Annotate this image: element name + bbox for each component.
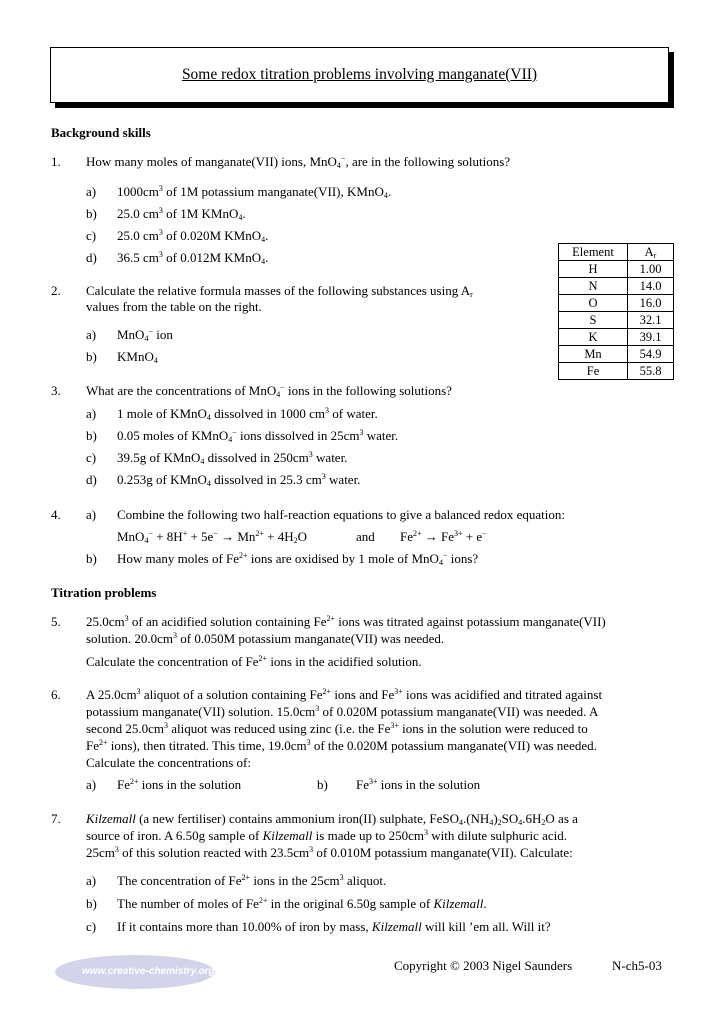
question-6-line-5: Calculate the concentrations of: — [86, 755, 251, 770]
q1-label-a: a) — [86, 184, 97, 199]
table-cell-element: O — [559, 295, 628, 312]
q7-part-b: The number of moles of $Fe^{2+}$ in the original 6.50g sample of Kilzemall. — [117, 896, 487, 911]
question-7-line-1: Kilzemall (a new fertiliser) contains ammonium iron(II) sulphate, $FeSO_4.(NH_4)_2SO_4.6H_2O$ as a — [86, 811, 578, 827]
question-5-line-3: Calculate the concentration of $Fe^{2+}$ ions in the acidified solution. — [86, 654, 422, 669]
q4-part-b: How many moles of $Fe^{2+}$ ions are oxidised by 1 mole of MnO$_4$− ions? — [117, 551, 479, 567]
section-heading-titration: Titration problems — [51, 585, 157, 600]
table-cell-element: K — [559, 329, 628, 346]
q2-part-b: KMnO$_4$ — [117, 349, 158, 365]
table-row — [559, 346, 674, 363]
question-6-line-2: potassium manganate(VII) solution. $15.0cm^3$ of 0.020M potassium manganate(VII) was needed. A — [86, 704, 599, 719]
q7-part-c: If it contains more than 10.00% of iron by mass, Kilzemall will kill ’em all. Will it? — [117, 919, 551, 934]
table-cell-element: S — [559, 312, 628, 329]
question-number-4: 4. — [51, 507, 61, 522]
question-2-line-1: Calculate the relative formula masses of the following substances using $A_r$ — [86, 283, 473, 299]
q3-label-b: b) — [86, 428, 97, 443]
q3-label-a: a) — [86, 406, 97, 421]
table-cell-element: H — [559, 261, 628, 278]
question-3-text: What are the concentrations of MnO$_4$− ions in the following solutions? — [86, 383, 452, 399]
q3-label-c: c) — [86, 450, 97, 465]
q4-half-equation-fe: $Fe^{2+} \to Fe^{3+} + e^-$ — [400, 529, 487, 544]
table-cell-ar: 14.0 — [628, 278, 674, 295]
q4-half-equation-mno4: $MnO_4^- + 8H^+ + 5e^- \to Mn^{2+} + 4H_2O$ — [117, 529, 308, 545]
table-row — [559, 329, 674, 346]
table-row — [559, 295, 674, 312]
question-2-line-2: values from the table on the right. — [86, 299, 262, 314]
table-row — [559, 261, 674, 278]
table-cell-element: N — [559, 278, 628, 295]
question-number-5: 5. — [51, 614, 61, 629]
q2-part-a: MnO$_4$− ion — [117, 327, 173, 343]
element-ar-table — [558, 243, 674, 380]
question-7-line-2: source of iron. A 6.50g sample of Kilzemall is made up to $250cm^3$ with dilute sulphuric acid. — [86, 828, 567, 843]
table-row — [559, 312, 674, 329]
q2-label-a: a) — [86, 327, 97, 342]
q1-part-a: $1000cm^3$ of 1M potassium manganate(VII), KMnO$_4$. — [117, 184, 392, 200]
question-5-line-2: solution. $20.0cm^3$ of 0.050M potassium manganate(VII) was needed. — [86, 631, 445, 646]
q4-label-b: b) — [86, 551, 97, 566]
q1-label-d: d) — [86, 250, 97, 265]
section-heading-background: Background skills — [51, 125, 151, 140]
question-number-2: 2. — [51, 283, 61, 298]
table-cell-ar: 39.1 — [628, 329, 674, 346]
q3-part-b: 0.05 moles of KMnO$_4$− ions dissolved in $25cm^3$ water. — [117, 428, 399, 444]
q3-part-c: 39.5g of KMnO$_4$ dissolved in $250cm^3$ water. — [117, 450, 348, 466]
question-6-line-1: A $25.0cm^3$ aliquot of a solution containing $Fe^{2+}$ ions and $Fe^{3+}$ ions was acidified and titrated against — [86, 687, 603, 702]
footer-code: N-ch5-03 — [612, 958, 662, 973]
q3-part-a: 1 mole of KMnO$_4$ dissolved in 1000 $cm^3$ of water. — [117, 406, 378, 422]
q3-label-d: d) — [86, 472, 97, 487]
question-number-7: 7. — [51, 811, 61, 826]
q6-part-a: $Fe^{2+}$ ions in the solution — [117, 777, 242, 792]
q6-label-a: a) — [86, 777, 97, 792]
table-cell-element: Fe — [559, 363, 628, 380]
question-7-line-3: $25cm^3$ of this solution reacted with $23.5cm^3$ of 0.010M potassium manganate(VII). Calculate: — [86, 845, 573, 860]
q4-and: and — [356, 529, 375, 544]
q1-part-b: 25.0 $cm^3$ of 1M KMnO$_4$. — [117, 206, 246, 222]
table-header-element: Element — [559, 244, 628, 261]
page-title: Some redox titration problems involving manganate(VII) — [181, 66, 538, 83]
q7-label-c: c) — [86, 919, 97, 934]
q4-part-a: Combine the following two half-reaction equations to give a balanced redox equation: — [117, 507, 566, 522]
q2-label-b: b) — [86, 349, 97, 364]
table-header-row — [559, 244, 674, 261]
question-6-line-3: second $25.0cm^3$ aliquot was reduced using zinc (i.e. the $Fe^{3+}$ ions in the solution were reduced to — [86, 721, 588, 736]
footer-copyright: Copyright © 2003 Nigel Saunders — [394, 958, 573, 973]
question-number-3: 3. — [51, 383, 61, 398]
q7-part-a: The concentration of $Fe^{2+}$ ions in the $25cm^3$ aliquot. — [117, 873, 387, 888]
q1-label-c: c) — [86, 228, 97, 243]
q1-part-c: 25.0 $cm^3$ of 0.020M KMnO$_4$. — [117, 228, 269, 244]
question-6-line-4: $Fe^{2+}$ ions), then titrated. This time, $19.0cm^3$ of the 0.020M potassium manganate(VII) was needed. — [86, 738, 597, 753]
q6-part-b: $Fe^{3+}$ ions in the solution — [356, 777, 481, 792]
logo-url-text: www.creative-chemistry.org.uk — [82, 966, 230, 977]
table-cell-ar: 16.0 — [628, 295, 674, 312]
q7-label-b: b) — [86, 896, 97, 911]
question-number-6: 6. — [51, 687, 61, 702]
table-row — [559, 363, 674, 380]
q6-label-b: b) — [317, 777, 328, 792]
table-cell-element: Mn — [559, 346, 628, 363]
q4-label-a: a) — [86, 507, 97, 522]
table-header-ar: $A_r$ — [628, 244, 674, 261]
table-cell-ar: 32.1 — [628, 312, 674, 329]
table-cell-ar: 54.9 — [628, 346, 674, 363]
q1-part-d: 36.5 $cm^3$ of 0.012M KMnO$_4$. — [117, 250, 269, 266]
table-row — [559, 278, 674, 295]
q3-part-d: 0.253g of KMnO$_4$ dissolved in 25.3 $cm^3$ water. — [117, 472, 361, 488]
q7-label-a: a) — [86, 873, 97, 888]
question-number-1: 1. — [51, 154, 61, 169]
question-5-line-1: $25.0cm^3$ of an acidified solution containing $Fe^{2+}$ ions was titrated against potassium manganate(VII) — [86, 614, 606, 629]
table-cell-ar: 55.8 — [628, 363, 674, 380]
table-cell-ar: 1.00 — [628, 261, 674, 278]
question-1-text: How many moles of manganate(VII) ions, MnO$_4$−, are in the following solutions? — [86, 154, 511, 170]
q1-label-b: b) — [86, 206, 97, 221]
